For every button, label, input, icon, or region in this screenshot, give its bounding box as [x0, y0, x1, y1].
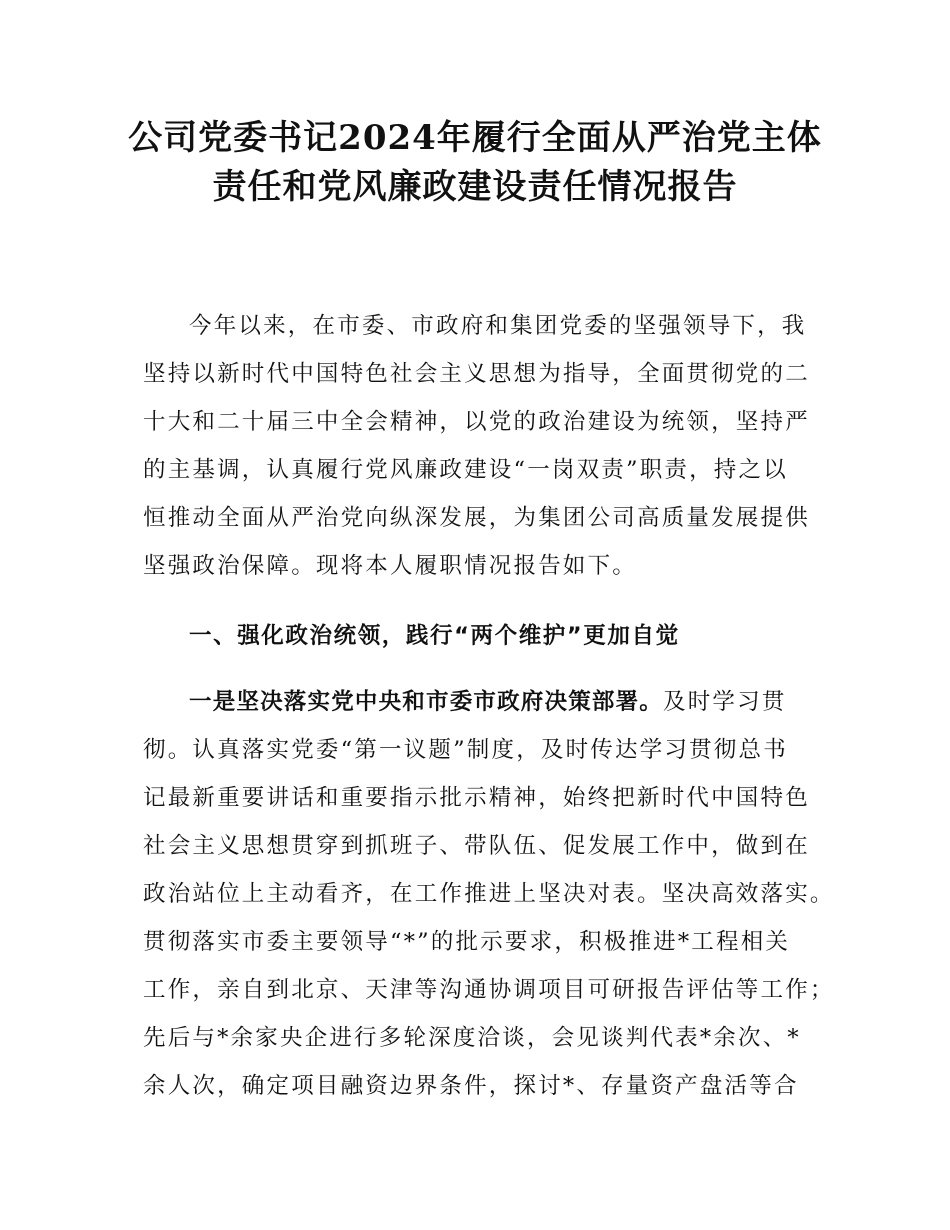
intro-paragraph-line: 今年以来，在市委、市政府和集团党委的坚强领导下，我	[189, 313, 807, 339]
paragraph-line: 工作，亲自到北京、天津等沟通协调项目可研报告评估等工作；	[143, 977, 835, 1003]
paragraph-line: 政治站位上主动看齐，在工作推进上坚决对表。坚决高效落实。	[143, 881, 835, 907]
paragraph-line: 先后与*余家央企进行多轮深度洽谈，会见谈判代表*余次、*	[143, 1025, 801, 1051]
document-title-line-1: 公司党委书记2024年履行全面从严治党主体	[128, 118, 822, 158]
intro-paragraph-line: 坚持以新时代中国特色社会主义思想为指导，全面贯彻党的二	[143, 361, 810, 387]
paragraph-line: 贯彻落实市委主要领导“*”的批示要求，积极推进*工程相关	[143, 929, 791, 955]
intro-paragraph-line: 十大和二十届三中全会精神，以党的政治建设为统领，坚持严	[143, 409, 810, 435]
document-title-line-2: 责任和党风廉政建设责任情况报告	[212, 167, 738, 207]
section-heading: 一、强化政治统领，践行“两个维护”更加自觉	[189, 623, 680, 649]
intro-paragraph-line: 坚强政治保障。现将本人履职情况报告如下。	[143, 553, 638, 579]
paragraph-line: 彻。认真落实党委“第一议题”制度，及时传达学习贯彻总书	[143, 737, 788, 763]
paragraph-line: 社会主义思想贯穿到抓班子、带队伍、促发展工作中，做到在	[143, 833, 810, 859]
paragraph-first-line-rest: 及时学习贯	[663, 689, 787, 715]
intro-paragraph-line: 恒推动全面从严治党向纵深发展，为集团公司高质量发展提供	[143, 505, 810, 531]
paragraph-line: 记最新重要讲话和重要指示批示精神，始终把新时代中国特色	[143, 785, 810, 811]
paragraph-lead-sentence: 一是坚决落实党中央和市委市政府决策部署。	[189, 689, 664, 715]
intro-paragraph-line: 的主基调，认真履行党风廉政建设“一岗双责”职责，持之以	[143, 457, 788, 483]
paragraph-line: 余人次，确定项目融资边界条件，探讨*、存量资产盘活等合	[143, 1073, 799, 1099]
paragraph-first-line	[189, 686, 879, 718]
